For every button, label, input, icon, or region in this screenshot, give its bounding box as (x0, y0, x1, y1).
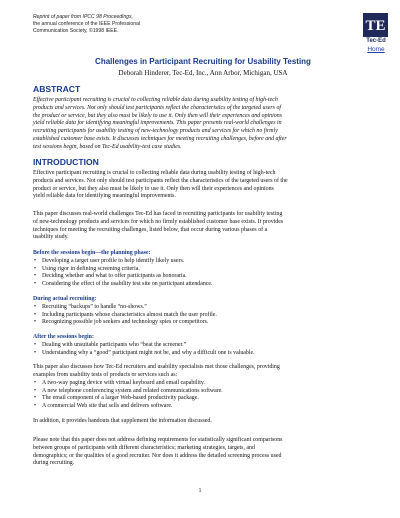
text-line: examples from usability tests of products or services such as: (33, 371, 178, 378)
text-line: This paper discusses real-world challenges Tec-Ed has faced in recruiting participants for usability testing (33, 211, 283, 217)
text-line: product or service, but they also must be likely to use it. Only then will their experiences and opinions (33, 185, 274, 192)
list-item: • A commercial Web site that sells and delivers software. (34, 403, 173, 410)
text-line: the product or service, but they also must be likely to use it. Only then will their experiences and opinions (33, 112, 282, 119)
reprint-line: the annual conference of the IEEE Professional (33, 21, 141, 28)
recruiting-list (33, 304, 373, 327)
home-link[interactable]: Home (367, 46, 385, 53)
sessions-list (33, 342, 373, 357)
planning-phase-heading: Before the sessions begin—the planning phase: (33, 250, 151, 256)
text-line: yield reliable data for identifying meaningful improvements. (33, 193, 176, 200)
list-item: • Dealing with unsuitable participants who “beat the screener.” (34, 342, 187, 348)
list-item: • A new telephone conferencing system and related communications software. (34, 387, 223, 394)
introduction-heading: INTRODUCTION (33, 157, 99, 167)
list-item: • Recruiting “backups” to handle “no-shows.” (34, 304, 147, 310)
intro-paragraph-2 (33, 211, 373, 242)
planning-phase-list (33, 258, 373, 289)
list-item: • The email component of a larger Web-based productivity package. (34, 395, 199, 402)
paper-authors: Deborah Hinderer, Tec-Ed, Inc., Ann Arbor, Michigan, USA (118, 69, 288, 77)
logo-caption: Tec-Ed (366, 38, 386, 44)
recruiting-heading: During actual recruiting: (33, 296, 97, 302)
tec-ed-logo-icon[interactable] (363, 13, 388, 37)
text-line: usability study. (33, 234, 69, 241)
intro-paragraph-4 (33, 418, 373, 426)
text-line: This paper also discusses how Tec-Ed recruiters and usability specialists met those challenges, providing (33, 364, 280, 370)
list-item: • Recognizing possible job seekers and technology spies or competitors. (34, 319, 209, 326)
text-line: between groups of participants with different characteristics; marketing strategies, targets, and (33, 444, 255, 451)
text-line: products and services. Not only should test participants reflect the characteristics of the targeted users of (33, 104, 282, 111)
svg-text:TE: TE (365, 18, 386, 34)
text-line: products and services. Not only should test participants reflect the characteristics of the targeted users of the (33, 177, 288, 184)
text-line: recruiting participants for usability testing of new-technology products and services for which no firmly (33, 128, 278, 135)
intro-paragraph-5 (33, 437, 373, 468)
reprint-line: Communication Society, ©1998 IEEE. (33, 28, 119, 35)
list-item: • Considering the effect of the usability test site on participant attendance. (34, 281, 213, 288)
abstract-text (33, 97, 373, 152)
text-line: Effective participant recruiting is crucial to collecting reliable data during usability testing of high-tech (33, 170, 276, 176)
text-line: demographics; or the qualities of a good recruiter. Nor does it address the detailed screening process used (33, 452, 282, 459)
reprint-line: Reprint of paper from IPCC 98 Proceedings, (33, 14, 133, 20)
page-number: 1 (198, 488, 202, 494)
paper-title: Challenges in Participant Recruiting for Usability Testing (95, 57, 311, 66)
text-line: yield reliable data for identifying meaningful improvements. This paper presents real-world challenges in (33, 120, 282, 127)
text-line: established customer base exists. It discusses techniques for meeting recruiting challenges, before and after (33, 135, 287, 142)
list-item: • Including participants whose characteristics almost match the user profile. (34, 311, 217, 318)
text-line: test sessions begin, based on Tec-Ed usability-test case studies. (33, 143, 182, 150)
text-line: Effective participant recruiting is crucial to collecting reliable data during usability testing of high-tech (33, 97, 278, 103)
text-line: Please note that this paper does not address defining requirements for statistically significant comparisons (33, 437, 283, 443)
text-line: In addition, it provides handouts that supplement the information discussed. (33, 418, 212, 424)
text-line: techniques for meeting the recruiting challenges, listed below, that occur during various phases of a (33, 226, 268, 233)
list-item: • Developing a target user profile to help identify likely users. (34, 258, 185, 264)
sessions-heading: After the sessions begin: (33, 334, 94, 340)
intro-paragraph-3 (33, 364, 373, 380)
list-item: • Deciding whether and what to offer participants as honoraria. (34, 273, 187, 280)
list-item: • Using rigor in defining screening criteria. (34, 265, 140, 272)
list-item: • Understanding why a “good” participant might not be, and why a difficult one is valuable. (34, 349, 255, 356)
intro-paragraph-1 (33, 170, 373, 201)
text-line: of new-technology products and services for which no firmly established customer base exists. It provides (33, 218, 284, 225)
examples-list (33, 380, 373, 411)
reprint-note (33, 14, 273, 36)
text-line: during recruiting. (33, 460, 75, 467)
abstract-heading: ABSTRACT (33, 84, 81, 94)
list-item: • A two-way paging device with virtual keyboard and email capability. (34, 380, 205, 386)
